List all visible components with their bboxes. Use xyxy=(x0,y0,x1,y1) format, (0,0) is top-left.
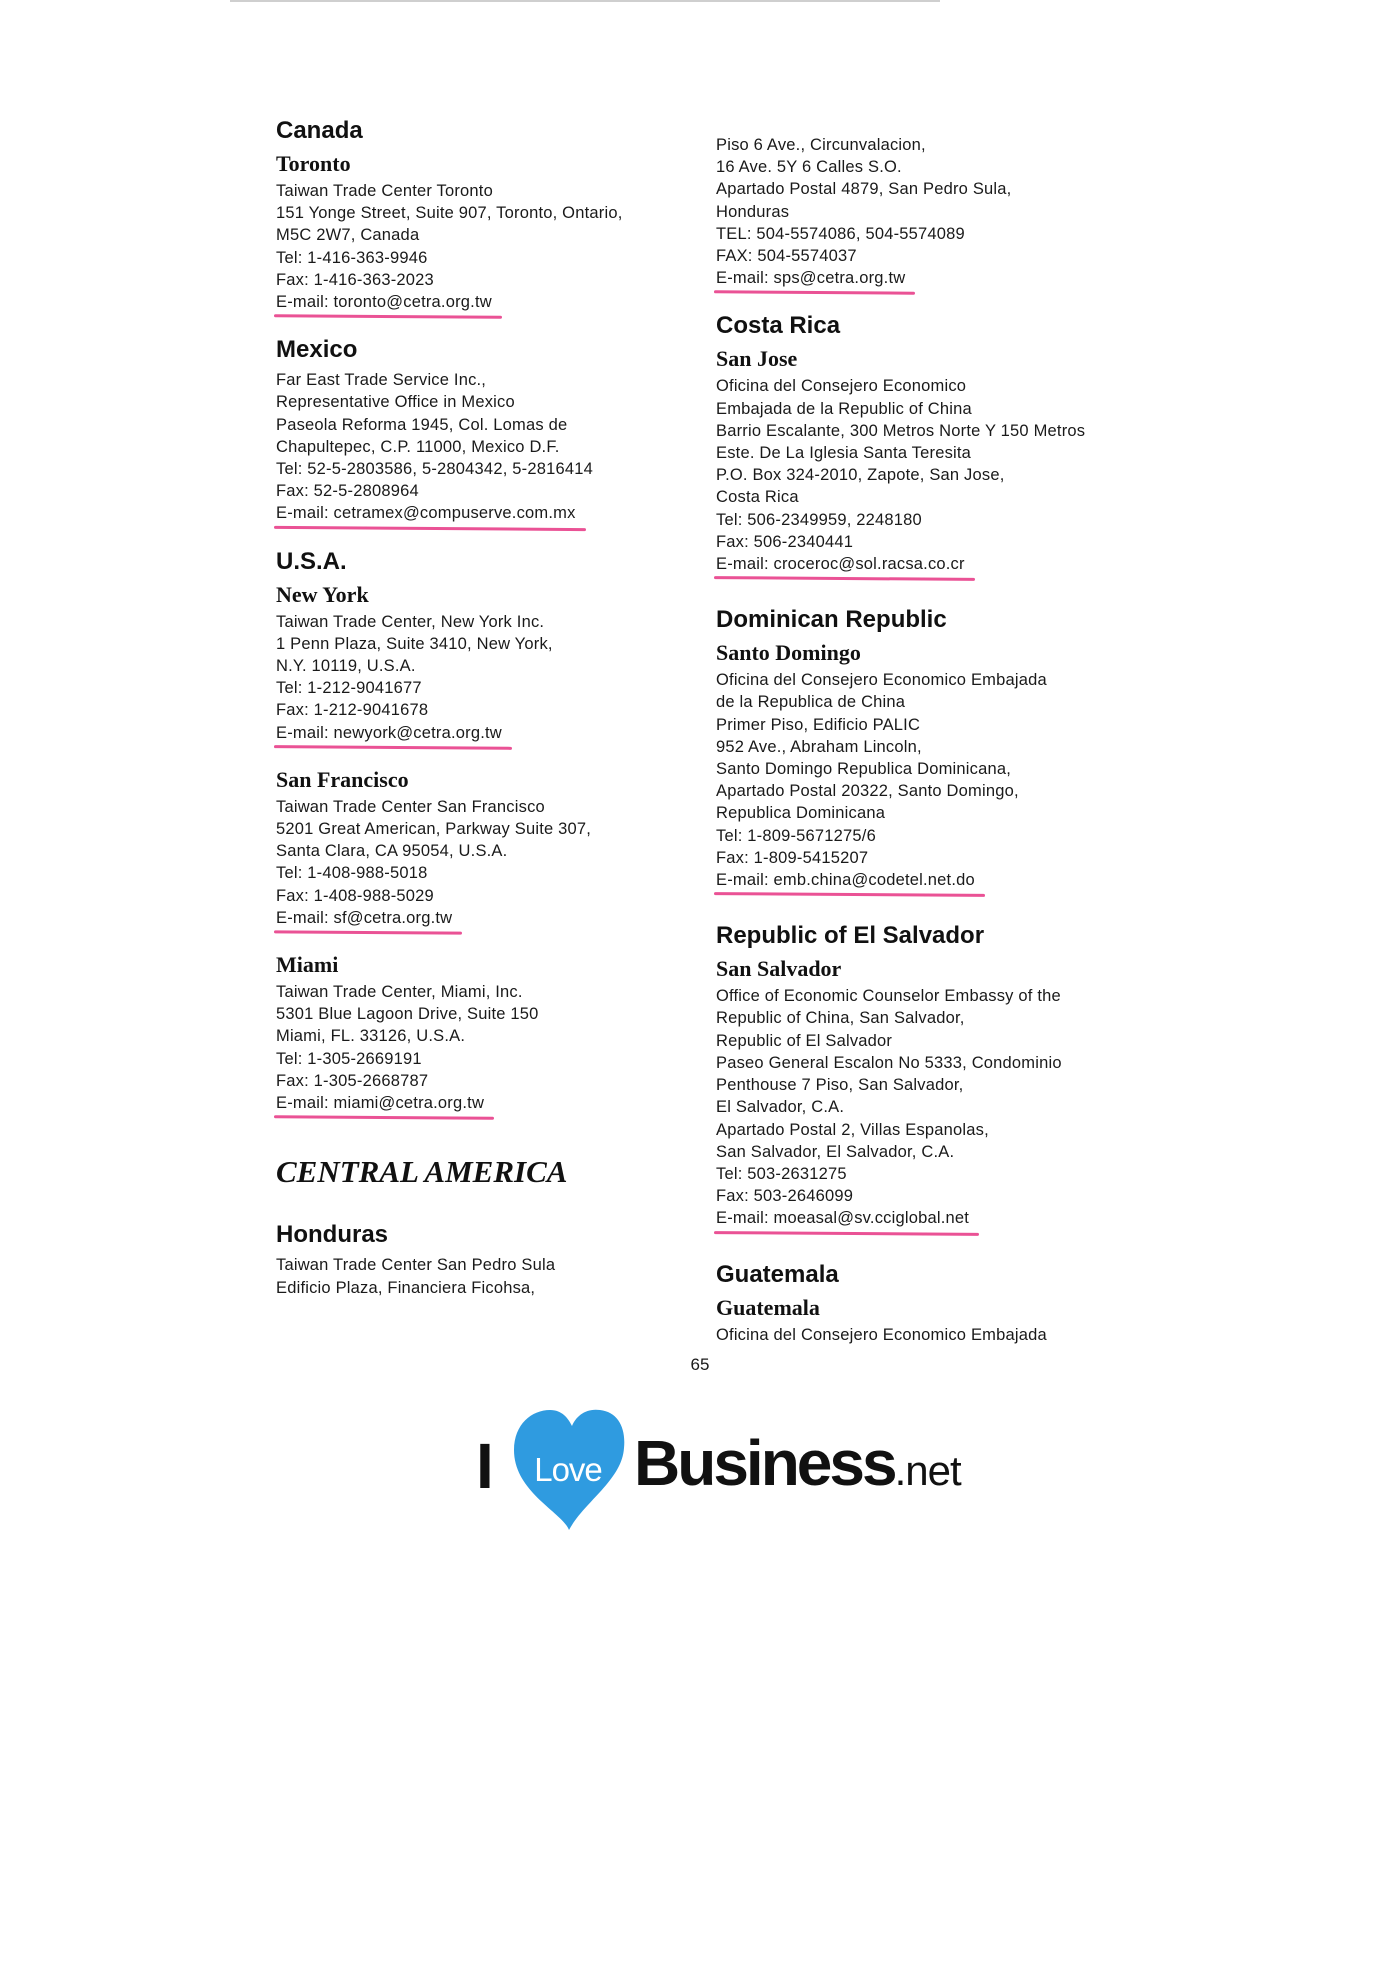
page-number: 65 xyxy=(690,1355,710,1374)
email-link[interactable]: E-mail: emb.china@codetel.net.do xyxy=(716,869,975,891)
address-line: Miami, FL. 33126, U.S.A. xyxy=(276,1027,466,1046)
email-link[interactable]: E-mail: moeasal@sv.cciglobal.net xyxy=(716,1207,969,1229)
country-heading: U.S.A. xyxy=(276,547,347,575)
address-line: Paseo General Escalon No 5333, Condominio xyxy=(716,1053,1062,1072)
logo-brand-name: Business xyxy=(634,1427,895,1499)
address-line: Republic of China, San Salvador, xyxy=(716,1009,965,1028)
address-line: El Salvador, C.A. xyxy=(716,1098,845,1117)
city-heading: Miami xyxy=(276,952,339,978)
address-line: P.O. Box 324-2010, Zapote, San Jose, xyxy=(716,466,1005,485)
phone-line: Tel: 52-5-2803586, 5-2804342, 5-2816414 xyxy=(276,460,593,479)
address-line: Santa Clara, CA 95054, U.S.A. xyxy=(276,842,508,861)
entry-costa-rica xyxy=(716,311,1276,575)
address-line: Oficina del Consejero Economico Embajada xyxy=(716,671,1047,690)
address-line: 1 Penn Plaza, Suite 3410, New York, xyxy=(276,634,553,653)
fax-line: Fax: 1-212-9041678 xyxy=(276,701,429,720)
email-link[interactable]: E-mail: sf@cetra.org.tw xyxy=(276,907,452,929)
phone-line: TEL: 504-5574086, 504-5574089 xyxy=(716,224,965,243)
fax-line: Fax: 503-2646099 xyxy=(716,1187,854,1206)
address-line: Taiwan Trade Center, Miami, Inc. xyxy=(276,983,523,1002)
country-heading: Republic of El Salvador xyxy=(716,922,985,950)
entry-guatemala xyxy=(716,1260,1276,1346)
phone-line: Tel: 1-305-2669191 xyxy=(276,1049,422,1068)
phone-line: Tel: 503-2631275 xyxy=(716,1164,847,1183)
fax-line: Fax: 1-305-2668787 xyxy=(276,1071,429,1090)
fax-line: Fax: 52-5-2808964 xyxy=(276,482,419,501)
address-line: Penthouse 7 Piso, San Salvador, xyxy=(716,1076,964,1095)
address-line: Apartado Postal 20322, Santo Domingo, xyxy=(716,782,1019,801)
city-heading: Santo Domingo xyxy=(716,640,861,666)
fax-line: Fax: 506-2340441 xyxy=(716,532,854,551)
fax-line: Fax: 1-408-988-5029 xyxy=(276,886,434,905)
address-line: Representative Office in Mexico xyxy=(276,393,515,412)
address-line: Taiwan Trade Center Toronto xyxy=(276,182,493,200)
address-line: Edificio Plaza, Financiera Ficohsa, xyxy=(276,1278,536,1297)
city-heading: Toronto xyxy=(276,151,351,176)
address-line: Chapultepec, C.P. 11000, Mexico D.F. xyxy=(276,437,560,456)
city-heading: San Jose xyxy=(716,346,798,372)
city-heading: San Francisco xyxy=(276,766,409,792)
address-line: San Salvador, El Salvador, C.A. xyxy=(716,1142,955,1161)
address-line: Paseola Reforma 1945, Col. Lomas de xyxy=(276,415,568,434)
city-heading: San Salvador xyxy=(716,956,842,982)
address-line: Apartado Postal 4879, San Pedro Sula, xyxy=(716,180,1012,199)
address-line: Piso 6 Ave., Circunvalacion, xyxy=(716,136,926,154)
country-heading: Dominican Republic xyxy=(716,606,947,634)
address-line: 151 Yonge Street, Suite 907, Toronto, Ontario, xyxy=(276,204,623,223)
phone-line: Tel: 506-2349959, 2248180 xyxy=(716,510,922,529)
address-line: 5201 Great American, Parkway Suite 307, xyxy=(276,820,592,839)
entry-honduras-continued xyxy=(716,134,1276,289)
address-line: Republica Dominicana xyxy=(716,804,886,823)
entry-el-salvador xyxy=(716,921,1276,1229)
entry-dominican-republic xyxy=(716,605,1276,891)
address-line: M5C 2W7, Canada xyxy=(276,226,420,245)
logo-suffix: .net xyxy=(894,1447,961,1494)
email-link[interactable]: E-mail: sps@cetra.org.tw xyxy=(716,267,905,289)
email-link[interactable]: E-mail: toronto@cetra.org.tw xyxy=(276,291,492,313)
country-heading: Mexico xyxy=(276,336,358,364)
address-line: 5301 Blue Lagoon Drive, Suite 150 xyxy=(276,1005,539,1024)
address-line: 16 Ave. 5Y 6 Calles S.O. xyxy=(716,158,902,177)
region-heading: CENTRAL AMERICA xyxy=(276,1154,568,1190)
phone-line: Tel: 1-416-363-9946 xyxy=(276,248,428,267)
phone-line: Tel: 1-809-5671275/6 xyxy=(716,826,876,845)
address-line: Taiwan Trade Center San Francisco xyxy=(276,797,545,816)
logo-heart-text: Love xyxy=(534,1451,602,1488)
email-link[interactable]: E-mail: miami@cetra.org.tw xyxy=(276,1092,484,1114)
address-line: Far East Trade Service Inc., xyxy=(276,371,487,390)
address-line: Oficina del Consejero Economico xyxy=(716,377,967,396)
address-line: N.Y. 10119, U.S.A. xyxy=(276,657,416,676)
logo-prefix: I xyxy=(476,1430,494,1502)
address-line: Costa Rica xyxy=(716,488,799,507)
phone-line: Tel: 1-408-988-5018 xyxy=(276,864,428,883)
country-heading: Guatemala xyxy=(716,1260,839,1288)
address-line: 952 Ave., Abraham Lincoln, xyxy=(716,737,922,756)
address-line: Embajada de la Republic of China xyxy=(716,399,972,418)
email-link[interactable]: E-mail: croceroc@sol.racsa.co.cr xyxy=(716,553,965,575)
city-heading: New York xyxy=(276,581,369,607)
address-line: Republic of El Salvador xyxy=(716,1031,893,1050)
logo-brand xyxy=(634,1428,961,1506)
fax-line: FAX: 504-5574037 xyxy=(716,247,857,266)
country-heading: Costa Rica xyxy=(716,312,841,340)
address-line: Primer Piso, Edificio PALIC xyxy=(716,715,921,734)
country-heading: Canada xyxy=(276,117,363,144)
address-line: Apartado Postal 2, Villas Espanolas, xyxy=(716,1120,989,1139)
city-heading: Guatemala xyxy=(716,1294,820,1320)
right-column xyxy=(716,134,1276,1346)
email-link[interactable]: E-mail: newyork@cetra.org.tw xyxy=(276,722,502,744)
fax-line: Fax: 1-809-5415207 xyxy=(716,848,869,867)
scan-top-edge xyxy=(230,0,940,2)
address-line: de la Republica de China xyxy=(716,693,906,712)
fax-line: Fax: 1-416-363-2023 xyxy=(276,270,434,289)
email-link[interactable]: E-mail: cetramex@compuserve.com.mx xyxy=(276,502,576,524)
country-heading: Honduras xyxy=(276,1221,389,1249)
address-line: Taiwan Trade Center San Pedro Sula xyxy=(276,1256,556,1275)
address-line: Este. De La Iglesia Santa Teresita xyxy=(716,444,972,463)
address-line: Honduras xyxy=(716,202,790,221)
phone-line: Tel: 1-212-9041677 xyxy=(276,679,422,698)
address-line: Office of Economic Counselor Embassy of the xyxy=(716,987,1061,1006)
address-line: Barrio Escalante, 300 Metros Norte Y 150 Metros xyxy=(716,421,1086,440)
address-line: Santo Domingo Republica Dominicana, xyxy=(716,760,1011,779)
address-line: Oficina del Consejero Economico Embajada xyxy=(716,1325,1047,1344)
address-line: Taiwan Trade Center, New York Inc. xyxy=(276,612,545,631)
i-love-business-logo xyxy=(476,1408,961,1532)
